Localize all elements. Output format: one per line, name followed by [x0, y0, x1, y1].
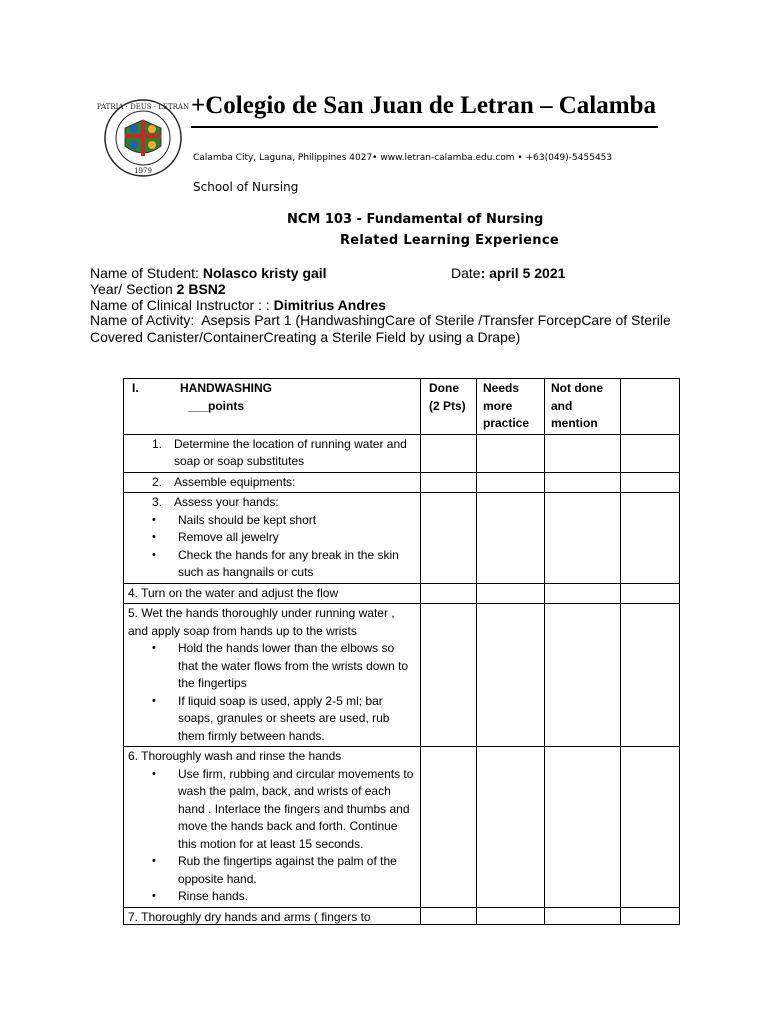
- instructor-value: Dimitrius Andres: [273, 297, 386, 313]
- done-checkbox-cell[interactable]: [421, 604, 477, 747]
- not-done-checkbox-cell[interactable]: [545, 907, 621, 924]
- step-number: 1.: [152, 436, 163, 451]
- date-value: : april 5 2021: [480, 265, 566, 281]
- step-text: 6. Thoroughly wash and rinse the hands: [128, 749, 342, 763]
- step-cell: [124, 747, 421, 908]
- college-address: Calamba City, Laguna, Philippines 4027• www.letran-calamba.edu.com • +63(049)-5455453: [193, 153, 613, 163]
- bullet-glyph: •: [152, 890, 156, 902]
- column-header-done: Done (2 Pts): [421, 379, 477, 435]
- bullet-glyph: •: [152, 513, 156, 526]
- bullet-text: Rub the fingertips against the palm of the opposite hand.: [178, 854, 397, 886]
- bullet-glyph: •: [152, 531, 156, 543]
- not-done-checkbox-cell[interactable]: [545, 472, 621, 493]
- instructor-label: Name of Clinical Instructor : :: [90, 297, 270, 313]
- step-text: 7. Thoroughly dry hands and arms ( fingers to: [128, 909, 371, 924]
- table-row: [124, 604, 680, 747]
- section-label: Year/ Section: [90, 281, 173, 297]
- college-name: +Colegio de San Juan de Letran – Calamba: [191, 92, 656, 119]
- step-number: 3.: [152, 495, 163, 509]
- student-name-value: Nolasco kristy gail: [202, 265, 327, 281]
- svg-text:1979: 1979: [134, 167, 152, 175]
- section-line: [90, 281, 226, 297]
- bullet-text: Rinse hands.: [178, 889, 249, 903]
- done-checkbox-cell[interactable]: [421, 583, 477, 604]
- points-field[interactable]: ___points: [188, 398, 245, 413]
- svg-text:PATRIA · DEUS · LETRAN: PATRIA · DEUS · LETRAN: [96, 103, 190, 111]
- not-done-checkbox-cell[interactable]: [545, 434, 621, 472]
- step-text: 5. Wet the hands thoroughly under running water , and apply soap from hands up to the wrists: [128, 606, 395, 638]
- needs-practice-checkbox-cell[interactable]: [477, 583, 545, 604]
- bullet-text: Hold the hands lower than the elbows so that the water flows from the wrists down to the fingertips: [178, 641, 409, 690]
- blank-cell[interactable]: [621, 907, 680, 924]
- step-cell: [124, 907, 421, 924]
- bullet-text: If liquid soap is used, apply 2-5 ml; bar soaps, granules or sheets are used, rub them firmly between hands.: [178, 693, 390, 743]
- step-text: Assess your hands:: [174, 495, 279, 509]
- school-name: School of Nursing: [193, 180, 299, 194]
- step-number: 2.: [152, 474, 163, 489]
- table-row: [124, 472, 680, 493]
- not-done-checkbox-cell[interactable]: [545, 493, 621, 584]
- bullet-text: Remove all jewelry: [178, 530, 279, 544]
- date-label: Date: [451, 265, 481, 281]
- activity-line: [90, 312, 680, 346]
- bullet-glyph: •: [152, 642, 156, 654]
- needs-practice-checkbox-cell[interactable]: [477, 907, 545, 924]
- date-line: [451, 265, 565, 281]
- not-done-checkbox-cell[interactable]: [545, 747, 621, 908]
- section-roman: I.: [132, 381, 139, 395]
- course-subtitle: Related Learning Experience: [340, 233, 559, 248]
- done-checkbox-cell[interactable]: [421, 434, 477, 472]
- table-row: [124, 907, 680, 924]
- column-header-needs-practice: Needs more practice: [477, 379, 545, 435]
- header-rule: [191, 126, 658, 128]
- section-header-cell: [124, 379, 421, 435]
- course-title: NCM 103 - Fundamental of Nursing: [287, 212, 544, 227]
- column-header-not-done: Not done and mention: [545, 379, 621, 435]
- needs-practice-checkbox-cell[interactable]: [477, 434, 545, 472]
- activity-value: Asepsis Part 1 (HandwashingCare of Sterile /Transfer ForcepCare of Sterile Covered Canister/ContainerCreating a Sterile Field by using a Drape): [90, 312, 671, 345]
- bullet-glyph: •: [152, 855, 156, 867]
- student-name-line: [90, 265, 327, 281]
- bullet-text: Check the hands for any break in the skin such as hangnails or cuts: [178, 547, 399, 579]
- table-row: [124, 434, 680, 472]
- not-done-checkbox-cell[interactable]: [545, 583, 621, 604]
- step-cell: [124, 604, 421, 747]
- section-value: 2 BSN2: [176, 281, 226, 297]
- blank-cell[interactable]: [621, 747, 680, 908]
- activity-label: Name of Activity:: [90, 312, 195, 328]
- step-text: 4. Turn on the water and adjust the flow: [128, 585, 339, 600]
- not-done-checkbox-cell[interactable]: [545, 604, 621, 747]
- needs-practice-checkbox-cell[interactable]: [477, 493, 545, 584]
- bullet-glyph: •: [152, 767, 156, 780]
- student-name-label: Name of Student:: [90, 265, 199, 281]
- blank-cell[interactable]: [621, 472, 680, 493]
- table-header-row: [124, 379, 680, 435]
- step-cell: [124, 434, 421, 472]
- college-seal-logo: [96, 98, 190, 178]
- done-checkbox-cell[interactable]: [421, 747, 477, 908]
- section-title: HANDWASHING: [180, 381, 272, 395]
- bullet-text: Use firm, rubbing and circular movements to wash the palm, back, and wrists of each hand . Interlace the fingers and thumbs and move the hands back and forth. Continue this motion for at least 15 seconds.: [178, 766, 414, 851]
- table-row: [124, 583, 680, 604]
- done-checkbox-cell[interactable]: [421, 472, 477, 493]
- table-row: [124, 747, 680, 908]
- blank-cell[interactable]: [621, 493, 680, 584]
- done-checkbox-cell[interactable]: [421, 493, 477, 584]
- blank-cell[interactable]: [621, 434, 680, 472]
- blank-cell[interactable]: [621, 583, 680, 604]
- instructor-line: [90, 297, 386, 313]
- bullet-text: Nails should be kept short: [178, 512, 317, 527]
- needs-practice-checkbox-cell[interactable]: [477, 472, 545, 493]
- step-cell: [124, 493, 421, 584]
- step-cell: [124, 472, 421, 493]
- blank-cell[interactable]: [621, 604, 680, 747]
- handwashing-checklist-table: [123, 378, 680, 925]
- column-header-blank: [621, 379, 680, 435]
- bullet-glyph: •: [152, 694, 156, 707]
- step-cell: [124, 583, 421, 604]
- step-text: Determine the location of running water and soap or soap substitutes: [174, 436, 407, 468]
- needs-practice-checkbox-cell[interactable]: [477, 747, 545, 908]
- needs-practice-checkbox-cell[interactable]: [477, 604, 545, 747]
- bullet-glyph: •: [152, 548, 156, 561]
- step-text: Assemble equipments:: [174, 474, 296, 489]
- table-row: [124, 493, 680, 584]
- done-checkbox-cell[interactable]: [421, 907, 477, 924]
